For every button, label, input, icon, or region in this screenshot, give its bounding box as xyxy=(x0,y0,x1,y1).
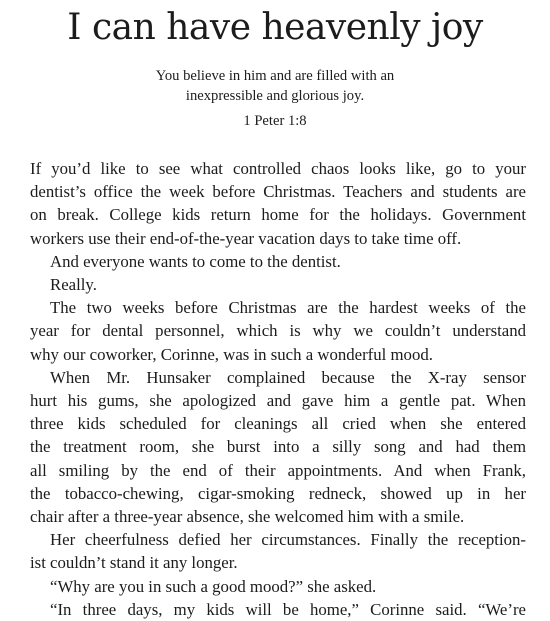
body-line: And everyone wants to come to the dentist. xyxy=(50,251,341,271)
body-line: ist couldn’t stand it any longer. xyxy=(30,553,238,573)
chapter-title: I can have heavenly joy xyxy=(67,7,483,48)
body-line: Really. xyxy=(50,275,97,295)
body-line: year for dental personnel, which is why we couldn’t understand xyxy=(30,321,526,341)
body-line: “In three days, my kids will be home,” Corinne said. “We’re xyxy=(50,599,526,619)
body-line: Her cheerfulness defied her circumstances. Finally the reception- xyxy=(50,530,526,550)
body-line: on break. College kids return home for the holidays. Government xyxy=(30,205,526,225)
body-line: three kids scheduled for cleanings all cried when she entered xyxy=(30,414,526,434)
epigraph-line-1: You believe in him and are filled with an xyxy=(155,68,395,84)
body-line: When Mr. Hunsaker complained because the X-ray sensor xyxy=(50,367,526,387)
epigraph-line-2: inexpressible and glorious joy. xyxy=(185,88,365,104)
body-line: dentist’s office the week before Christmas. Teachers and students are xyxy=(30,182,526,202)
body-line: the tobacco-chewing, cigar-smoking redneck, showed up in her xyxy=(30,483,526,503)
epigraph-reference: 1 Peter 1:8 xyxy=(243,113,307,129)
body-text xyxy=(30,157,526,621)
body-line: why our coworker, Corinne, was in such a wonderful mood. xyxy=(30,344,433,364)
body-line: the treatment room, she burst into a silly song and had them xyxy=(30,437,526,457)
body-line: hurt his gums, she apologized and gave him a gentle pat. When xyxy=(30,391,526,411)
epigraph xyxy=(0,66,550,131)
body-line: The two weeks before Christmas are the hardest weeks of the xyxy=(50,298,526,318)
body-line: workers use their end-of-the-year vacation days to take time off. xyxy=(30,228,462,248)
body-line: all smiling by the end of their appointments. And when Frank, xyxy=(30,460,526,480)
body-line: chair after a three-year absence, she welcomed him with a smile. xyxy=(30,507,465,527)
body-line: If you’d like to see what controlled chaos looks like, go to your xyxy=(30,159,526,178)
body-line: “Why are you in such a good mood?” she asked. xyxy=(50,576,377,596)
